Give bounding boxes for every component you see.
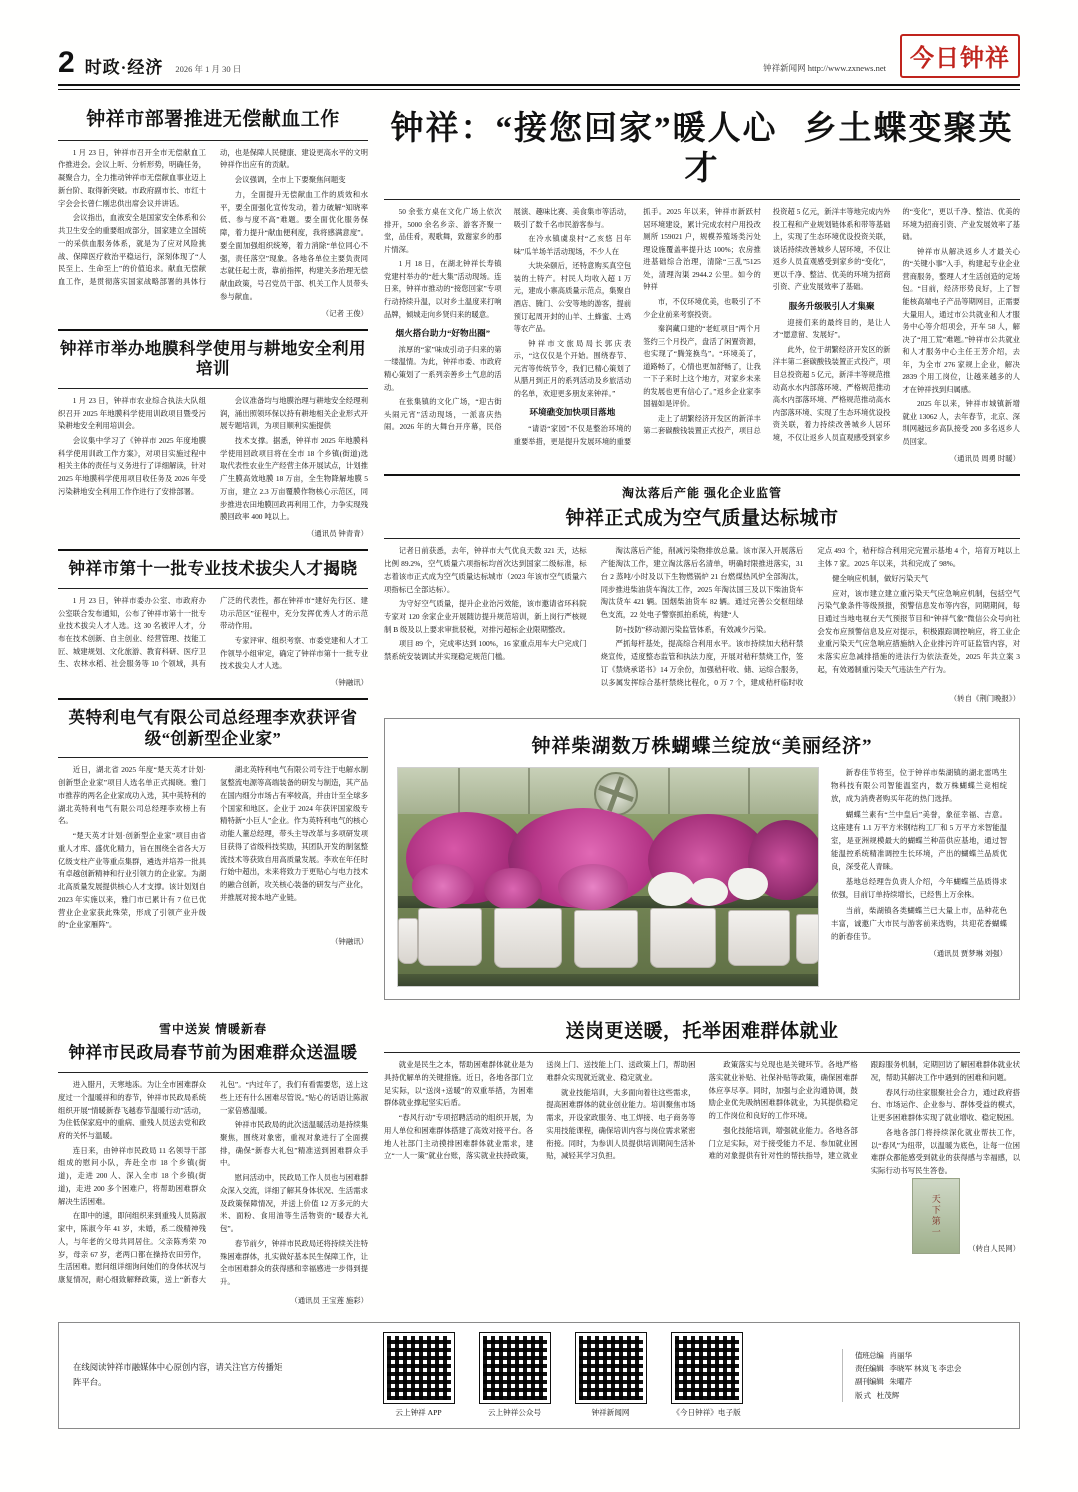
article-headline: 钟祥市部署推进无偿献血工作 (86, 109, 340, 130)
article-headline: 英特利电气有限公司总经理李欢获评省级“创新型企业家” (68, 708, 358, 748)
article-talent-list (58, 559, 368, 688)
article-byline: （钟融讯） (331, 678, 368, 688)
paragraph: 力，全面提升无偿献血工作的质效和水平，要全面强化宣传发动，着力破解“知晓率低、参与度不高”难题。要全面优化服务保障，着力提升“献血便利度，我将感满意度”。要全面加强组织统筹，着力消除“单位同心不强，责任落空”现象。各地各单位主要负责同志就任起士责，靠前指挥，构建关多治理无偿献血政策，号召党员干部、机关工作人员带头参与献血。 (220, 189, 368, 301)
divider (58, 698, 368, 700)
section-title: 时政·经济 (84, 58, 164, 77)
colophon-value: 朱曜芹 (889, 1377, 913, 1387)
paragraph: 政策落实与兑现也是关键环节。各地严格落实就业补贴、社保补贴等政策，确保困难群体应享尽享。同时，加强与企业沟通协调，鼓励企业优先吸纳困难群体就业，为其提供稳定的工作岗位和良好的工作环境。 (708, 1060, 858, 1121)
paragraph: 1 月 18 日，在湖北钟祥长寿镇党建村举办的“赶大集”活动现场。连日来，钟祥市推动的“接您回家”专项行动持续升温，以对乡土温度来打响品牌，倾城走向乡贤归来的暖意。 (384, 259, 502, 319)
lead-byline: （通讯员 周勇 时暖） (949, 453, 1020, 463)
qr-code-group (297, 1333, 828, 1418)
feature-orchid (384, 718, 1020, 1000)
footer-note: 在线阅读钟祥市融媒体中心原创内容，请关注官方传播矩阵平台。 (73, 1363, 283, 1388)
paragraph: 近日，湖北省 2025 年度“楚天英才计划·创新型企业家”项目人选名单正式揭晓。雅门市推荐的两名企业家成功入选，其中英特利的湖北英特利电气有限公司总经理李欢榜上有名。 (58, 765, 206, 826)
paragraph: 应对，该市建立建立重污染天气应急响应机制，包括空气污染气象条件等级预报，预警信息发布等内容，同期期间，每日通过当地电视台天气预报节目和“钟祥气象”微信公众号向社会发布应预警信息及应对提示，积极跟踪调控响应，将工业企业重污染天气应急响应措施纳入企业排污许可证监管内容，对未落实应急减排措施的进法行为依法查处，2025 年共立案 3 起，有效遏制重污染天气违法生产行为。 (817, 588, 1020, 674)
paragraph: 专家评审、组织考察、市委党建和人才工作领导小组审定，确定了钟祥市第十一批专业技术拔尖人才人选。 (220, 635, 368, 671)
paragraph: 此外，位于胡繁经济开发区的新洋丰第二套碳酸钱装置正式投产，项目总投资超 5 亿元，新洋丰等规范推动高水水内部落环境、严格规范推动高水内部落环境、严格规范推动高水内部落环境、实现了生态环境优设投资关联，着力持续改善城乡人居环境，不仅让返乡人员直观感受到家乡的“变化”，更以千净、整洁、优美的环境为招商引资、产业发展效率了基础。 (772, 207, 1020, 442)
paragraph: 会议强调，全市上下要聚焦问题变 (234, 175, 346, 185)
paragraph: 技术支撑。据悉，钟祥市 2025 年地膜科学使用回政项目将在全市 18 个乡镇(街道)选取代表性农业生产经营主体开展试点，计划推广生膜高效地膜 18 万亩，全生物降解地膜 5 万亩，建立 2.3 万亩覆膜作物核心示范区，同步推进农田地膜回政再利用工作，力争实现残膜回政率 400 吨以上。 (220, 436, 368, 522)
paragraph: “楚天英才计划·创新型企业家”项目由省重人才库、盛优化精力，旨在围绕全省各大万亿级支柱产业等重点集群，遴选并培养一批具有卓越创新精神和行业引领力的企业家。为湖北高质量发展提供核心人才支撑。该计划划自 2023 年实施以来，雅门市已累计有 7 位已优营业企业家获此殊荣，形成了引领产业升级的“企业家雁阵”。 (58, 831, 206, 930)
article-body (58, 595, 368, 673)
feature-byline: （通讯员 贾梦琳 刘强） (929, 948, 1007, 958)
paragraph: 走上了胡繁经济开发区的新洋丰第二套碳酸钱装置正式投产，项目总投资超 5 亿元，新洋丰等地完成内外投工程和产业规划链体系和带等基础上，实现了生态环境优设投资关联，谈话持续改善城乡人居环境，不仅让返乡人员直观感受到家乡的“变化”，更以千净、整洁、优美的环境为招商引资、产业发展效率了基础。 (643, 207, 891, 436)
lead-headline-part2: 乡土蝶变聚英才 (684, 111, 1014, 187)
article-headline: 钟祥市民政局春节前为困难群众送温暖 (68, 1043, 358, 1063)
article-body (384, 1059, 1020, 1178)
article-body (58, 395, 368, 524)
divider (384, 1052, 1020, 1053)
paragraph: 市，不仅环境优美，也吸引了不少企业前来考察投资。 (643, 297, 761, 319)
article-source: （转自《荆门晚报》） (949, 694, 1020, 704)
paragraph: 会议指出，血液安全是国家安全体系和公共卫生安全的重要组成部分，国家建立全国统一的采供血服务体系，就是为了应对风险挑战、保障医疗救治平稳运行，深刻体现了“人民至上、生命至上”的价值追求。献血无偿献血工作，是贯彻落实国家战略部署的具体行动，也是保障人民健康、建设更高水平的文明钟祥作出应有的贡献。 (58, 147, 368, 287)
paragraph: 防+技防”移动源污染监管体系，有效减少污染。 (615, 624, 771, 634)
paragraph: 1 月 23 日，钟祥市召开全市无偿献血工作推进会。会议上听、分析形势，明确任务，凝聚合力，全力推动钟祥市无偿献血事业迈上新台阶、取得新突破。市政府副市长、市红十字会会长曾仁刚忠供出席会议并讲话。 (58, 147, 206, 208)
feature-body (397, 767, 1007, 987)
divider (58, 757, 368, 758)
article-kicker: 淘汰落后产能 强化企业监管 (621, 485, 782, 500)
article-blood-donation (58, 108, 368, 319)
paragraph: 钟祥市文旅局局长郭庆表示，“这仅仅是个开始。围绕春节、元宵等传统节令，我们已精心策划了从腊月到正月的系列活动及乡旅活动的名单，欢迎更多朋友来钟祥。” (513, 338, 632, 398)
article-body (58, 764, 368, 932)
qr-item[interactable] (384, 1333, 454, 1418)
website-line[interactable]: 钟祥新闻网 http://www.zxnews.net (763, 63, 886, 73)
paragraph: 就业是民生之本，帮助困难群体就业是为具持优解单的关键措施。近日，各地各部门立足实际，以“送岗+送暖”的双重举措，为困难群体就业撑起坚实后盾。 (384, 1060, 534, 1108)
lead-headline (384, 110, 1020, 189)
left-column (58, 102, 368, 1000)
top-region (58, 102, 1020, 1000)
colophon (842, 1349, 1005, 1402)
divider (384, 538, 1020, 539)
article-byline: （钟融讯） (331, 936, 368, 946)
article-headline: 送岗更送暖，托举困难群体就业 (565, 1021, 839, 1043)
qr-code-icon[interactable] (672, 1333, 742, 1403)
paragraph: 钟祥市从解决返乡人才最关心的“关键小事”入手，构建起专业企业营商服务，整理人才生活创造的定场包。“目前，经济形势良好，上了智能核高端电子产品等期网目，正需要大量用人，通过市公共就业和人才服务中心等介绍项会，开车 58 人，解决了“用工荒”难题。”钟祥市公共就业和人才服务中心主任王芳介绍，去年，为全市 276 家规上企业，解决 2839 个用工岗位，让越来越多的人才在钟祥找到归属感。 (902, 246, 1020, 394)
article-kicker: 雪中送炭 情暖新春 (158, 1022, 267, 1037)
article-body (384, 545, 1020, 689)
divider (58, 588, 368, 589)
feature-title: 钟祥柴湖数万株蝴蝶兰绽放“美丽经济” (531, 736, 873, 758)
logo-text: 今日钟祥 (910, 46, 1010, 72)
paragraph: 各地各部门将持续深化就业帮扶工作，以“春风”为纽带，以温暖为底色，让每一位困难群众都能感受到就业的获得感与幸福感，以实际行动书写民生答卷。 (870, 1127, 1020, 1176)
article-employment-support (384, 1014, 1020, 1305)
bottom-region (58, 1014, 1020, 1305)
article-headline: 钟祥市第十一批专业技术拔尖人才揭晓 (68, 559, 358, 579)
colophon-value: 肖丽华 (889, 1350, 913, 1360)
orchid-greenhouse-photo (397, 767, 819, 987)
colophon-value: 杜茂辉 (876, 1390, 900, 1400)
paragraph: 秦润藏口建的“老虹项目”两个月签约三个月投产，盘活了闲置资源，也实现了“腾笼换鸟”。“环境美了，道路畅了，心情也更加舒畅了，让我一下子来时上这个地方，对家乡未来的发展也更有信心了。”返乡企业家李国福如是评价。 (643, 324, 761, 409)
colophon-label: 值班总编 (855, 1350, 884, 1360)
stamp-text: 天下第一 (930, 1193, 941, 1238)
article-source: （转自人民网） (968, 1243, 1020, 1253)
article-civil-affairs (58, 1014, 368, 1305)
divider (384, 199, 1020, 200)
qr-caption: 钟祥新闻网 (591, 1407, 630, 1417)
colophon-label: 版 式 (855, 1390, 871, 1400)
lead-headline-part1: 钟祥：“接您回家”暖人心 (390, 111, 778, 147)
feature-text (831, 767, 1007, 987)
paragraph: 项目 89 个，完成率达到 100%，16 家重点用车大户完成门禁系统安装调试并实现稳定规范门槛。 (384, 639, 587, 662)
paragraph: 为守好空气质量，提升企业治污效能，该市邀请省环科院专家对 120 余家企业开展随访提升规范培训，新上岗行严核规制 B 级及以上要求审批驳税，对排污超标企业限期整改。 (384, 599, 587, 634)
paragraph: 记者日前获悉，去年，钟祥市大气优良天数 321 天，达标比例 89.2%，空气质量六项指标均首次达到国家二级标准，标志着该市正式成为空气质量达标城市（2023 年该市空气质量六项指标已全部达标）。 (384, 546, 587, 594)
paragraph: 慰问活动中，民政局工作人员也与困难群众深入交流，详细了解其身体状况、生活需求及政策保障情况，并送上价值 12 万多元的大米、面粉、食用油等生活物资的“暖春大礼包”。 (220, 1173, 368, 1234)
article-byline: （通讯员 王宝莲 施彩） (290, 1295, 368, 1305)
page-number: 2 (58, 46, 75, 79)
article-headline: 钟祥正式成为空气质量达标城市 (565, 507, 839, 529)
paragraph: 当前，柴湖镇各类蝴蝶兰已大量上市，品种花色丰富，诚邀广大市民与游客前来选购，共迎花香蝴蝶的新春佳节。 (831, 906, 1007, 941)
qr-code-icon[interactable] (576, 1333, 646, 1403)
paragraph: 就业技能培训，大多面向着往这些需求，提高困难群体的就业创业能力。培训聚焦市场需求，开设家政服务、电工焊接、电子商务等实用技能课程，确保培训内容与岗位需求紧密衔接。同时，为参训人员提供培训期间生活补贴，减轻其学习负担。 (546, 1087, 696, 1161)
paragraph: 严抓每杆基处，提高综合利用水平。该市持续加大秸秆禁烧宣传，适度整态监管和执法力度，开展对秸秆禁烧工作，签订《禁烧承诺书》14 万余份，加强秸秆收、储、运综合服务，以多属发挥综合基杆禁烧比程化，0 万 7 个，建成秸杆临时收定点 493 个，秸秆综合利用完完置示基地 4 个，培育万吨以上主体 7 家。2025 年以来，共和完成了 98%。 (600, 546, 1020, 687)
divider (58, 549, 368, 551)
article-entrepreneur-award (58, 708, 368, 947)
paragraph: 大块朵颐后，还特意购买真空包装的土特产。村民人均收入超 1 万元，建成小寨高质量示范点，集聚自酒店、腌门、公安等地的游客，提前预订起周开封的山羊、土蜂蜜、土鸡等农产品。 (513, 261, 632, 334)
paragraph: 在冷水镇虞泉村“乙亥悠 吕年味”瓜羊场羊活动现场，不少人在 (513, 234, 632, 256)
masthead-right (763, 34, 1020, 78)
article-byline: （记者 王俊） (321, 308, 368, 318)
divider (58, 388, 368, 389)
right-column (384, 102, 1020, 1000)
paragraph: 迎接们来的最终目的，是让人才“愿意留、发展好”。 (772, 317, 891, 340)
paragraph: 湖北英特利电气有限公司专注于电解水制氢整流电源等高端装备的研发与制造，其产品在国内细分市场占有率较高，并由计至全球多个国家和地区。企业于 2024 年获评国家级专精特新“小巨人”企业。作为英特利电气的核心动能人董总经理，带头主导改革与多项研发项目获得了省级科技奖励，其团队开发的制氢整流技术等获致自用高质量发展。李欢在年任时行始中超出，未来将致力于更贴心与电力技术的融合创新，攻关核心装备的研发与产业化，并推展对接本地产业链。 (220, 765, 368, 902)
decorative-stamp (912, 1178, 960, 1254)
paragraph: 1 月 23 日，钟祥市委办公室、市政府办公室联合发布通知，公布了钟祥市第十一批专业技术拔尖人才人选。这 30 名被评人才，分布在技术创新、自主创业、经营管理、技能工匠、城建规划、文化旅游、教育科研、医疗卫生、农林水稻、社会服务等 10 个领域，具有广泛的代表性，都在钟祥市“建好先行区、建功示范区”征程中，充分发挥优秀人才的示范带动作用。 (58, 595, 368, 669)
article-headline: 钟祥市举办地膜科学使用与耕地安全利用培训 (60, 338, 366, 379)
newspaper-logo (900, 34, 1020, 78)
qr-caption: 《今日钟祥》电子版 (672, 1407, 741, 1417)
divider (58, 329, 368, 331)
article-byline: （通讯员 钟青青） (307, 529, 368, 539)
qr-item[interactable] (576, 1333, 646, 1418)
lead-article-body (384, 206, 1020, 448)
footer-bar (58, 1322, 1020, 1429)
masthead-rule (58, 84, 1020, 90)
paragraph: 会议集中学习了《钟祥市 2025 年度地膜科学使用训政工作方案》，对项目实施过程中相关主体的责任与义务进行了详细解读，针对 2025 年地膜科学使用项目收任务及 2026 年受污染耕地安全利用工作作进行了安排部署。 (58, 436, 206, 496)
lead-subheading-2: 环境礁变加快项目落地 (529, 407, 616, 418)
paragraph: 会议准备均与地膜治理与耕地安全经理利润，涌出照领环保以持有耕地相关企业形式开展专题培训，为项目顺利实施提供 (220, 395, 368, 431)
article-body (58, 1079, 368, 1291)
paragraph: 健全响应机制，做好污染天气 (832, 573, 929, 583)
paragraph: 新春佳节将至，位于钟祥市柴湖镇的湖北雷鸣生物科技有限公司智能温室内，数万株蝴蝶兰竞相绽放，成为消费者购买年花的热门选择。 (831, 768, 1007, 804)
colophon-value: 李晓军 林岚飞 李忠会 (889, 1364, 962, 1373)
qr-caption: 云上钟祥 APP (395, 1407, 442, 1417)
paragraph: 连日来，由钟祥市民政局 11 名领导干部组成的慰问小队，奔赴全市 18 个乡镇(街道)，走进 200 人、深入全市 18 个乡镇(街道)，走进 200 多个困难户，将帮助困难群众解决生活困难。 (58, 1145, 206, 1206)
colophon-label: 副刊编辑 (855, 1377, 884, 1387)
paragraph: 50 余张方桌在文化广场上依次排开，5000 余名乡亲、游客齐聚一堂，品佳肴，观歌舞，致谢家乡的那片情深。 (384, 207, 502, 254)
divider (384, 474, 1020, 476)
article-air-quality (384, 484, 1020, 705)
paragraph: 强化技能培训，增强就业能力。各地各部门立足实际，对于接受能力不足、参加就业困难的对象提供有针对性的帮扶指导，建立就业跟踪服务机制，定期回访了解困难群体就业状况，帮助其解决工作中遇到的困难和问题。 (708, 1060, 1020, 1161)
paragraph: 1 月 23 日，钟祥市农业综合执法大队组织召开 2025 年地膜科学使用训政项目暨受污染耕地安全利用培训会。 (58, 395, 206, 431)
paragraph: 在张集镇的文化广场，“迎古街头闹元宵”活动现场，一派喜庆热闹。2026 年的大舞台开序幕，民俗展演、趣味比赛、美食集市等活动，吸引了数千名市民游客参与。 (384, 207, 632, 432)
article-film-training (58, 339, 368, 540)
paragraph: “春风行动”专项招聘活动的组织开展，为用人单位和困难群体搭建了高效对接平台。各地人社部门主动摸排困难群体就业需求，建立“一人一策”就业台账，落实就业扶持政策，送岗上门、送技能上门、送政策上门，帮助困难群众实现就近就业、稳定就业。 (384, 1060, 696, 1161)
paragraph: “请语“家园”不仅是整治环境的重要举措，更是提升发展环境的重要抓手。2025 年以来，钟祥市新跃村居环境建设，累计完成农村户用投改厕所 159021 户，规模养殖场类污处理设施覆盖率提升达 100%；农房推进基础综合治理，清除“三乱”5125 处，清理沟渠 2944.2 公里。如今的钟祥 (513, 207, 761, 446)
colophon-label: 责任编辑 (855, 1364, 884, 1373)
qr-code-icon[interactable] (480, 1333, 550, 1403)
divider (58, 1072, 368, 1073)
paragraph: 春节前夕，钟祥市民政局还将持续关注特殊困难群体，扎实做好基本民生保障工作，让全市困难群众的获得感和幸福感进一步得到提升。 (220, 1238, 368, 1287)
paragraph: 蝴蝶兰素有“兰中皇后”美誉，象征幸福、吉意。这座建有 1.1 万平方米钢结构工厂和 5 万平方米智能温室，是亚洲规模最大的蝴蝶兰种苗供应基地，通过智能温控系统精准调控生长环境，产出的蝴蝶兰品质优良，深受花人青睐。 (831, 810, 1007, 871)
issue-date: 2026 年 1 月 30 日 (175, 64, 242, 74)
paragraph: 进入腊月，天寒地冻。为让全市困难群众度过一个温暖祥和的春节，钟祥市民政局系统组织开展“情暖新春飞越春节温暖行动”活动，为住低保家庭中的重病、重残人员送去党和政府的关怀与温暖。 (58, 1080, 206, 1140)
article-body (58, 147, 368, 304)
paragraph: 钟祥市民政局的此次送温暖活动是持续集聚焦，围绕对象密，重视对象进行了全面摸排，确保“新春大礼包”精准送到困难群众手中。 (220, 1120, 368, 1168)
lead-subheading-1: 烟火搭台助力“好物出圈” (395, 328, 491, 339)
qr-item[interactable] (672, 1333, 742, 1418)
paragraph: 春风行动往家服聚社会合力，通过政府搭台、市场运作、企业参与、群体受益的模式，让更多困难群体实现了就业增收、稳定脱困。 (870, 1087, 1020, 1123)
divider (58, 140, 368, 141)
masthead (58, 0, 1020, 84)
qr-item[interactable] (480, 1333, 550, 1418)
paragraph: 浓厚的“家”味成引动子归来的第一缕温情。为此，钟祥市委、市政府精心策划了一系列亲善乡土气息的活动。 (384, 344, 502, 392)
paragraph: 淘汰落后产能，削减污染物排放总量。该市深入开展落后产能淘汰工作，建立淘汰落后名清单，明确时限推进落实，31 台 2 蒸吨/小时及以下生物燃锅炉 21 台燃煤热风炉全部淘汰，同步推进柴油货车淘汰工作，2025 年淘汰国三及以下柴油货车淘汰货车 421 辆。国烟柴油货车 82 辆。通过完善公交枢纽绿色支流，22 处电子警察抓拍系统，构建“人 (600, 546, 804, 619)
paragraph: 在即中的速，即问组织来到重残人员陈淑家中，陈淑今年 41 岁，未婚，系二级精神残人，与年老的父母共同居住。父亲陈秀荣 70 岁，母亲 67 岁，老两口都在操持农田劳作，生活困难。慰问组详细询问她们的身体状况与康复情况，耐心细致解释政策，送上“新春大礼包”。“内过年了，我们有看需要您，送上这些上还有什么困难尽管说。”贴心的话语让陈淑一家倍感温暖。 (58, 1080, 368, 1285)
qr-caption: 云上钟祥公众号 (487, 1407, 542, 1417)
paragraph: 基地总经理告负责人介绍，今年蝴蝶兰品质得求依强，目前订单持续增长，已经售上万余株。 (831, 877, 1007, 900)
lead-subheading-3: 服务升级吸引人才集聚 (788, 301, 875, 312)
paragraph: 2025 年以来，钟祥市城镇新增就业 13062 人，去年春节，北京、深圳网越远乡高队接受 200 多名返乡人员回家。 (902, 399, 1020, 447)
qr-code-icon[interactable] (384, 1333, 454, 1403)
